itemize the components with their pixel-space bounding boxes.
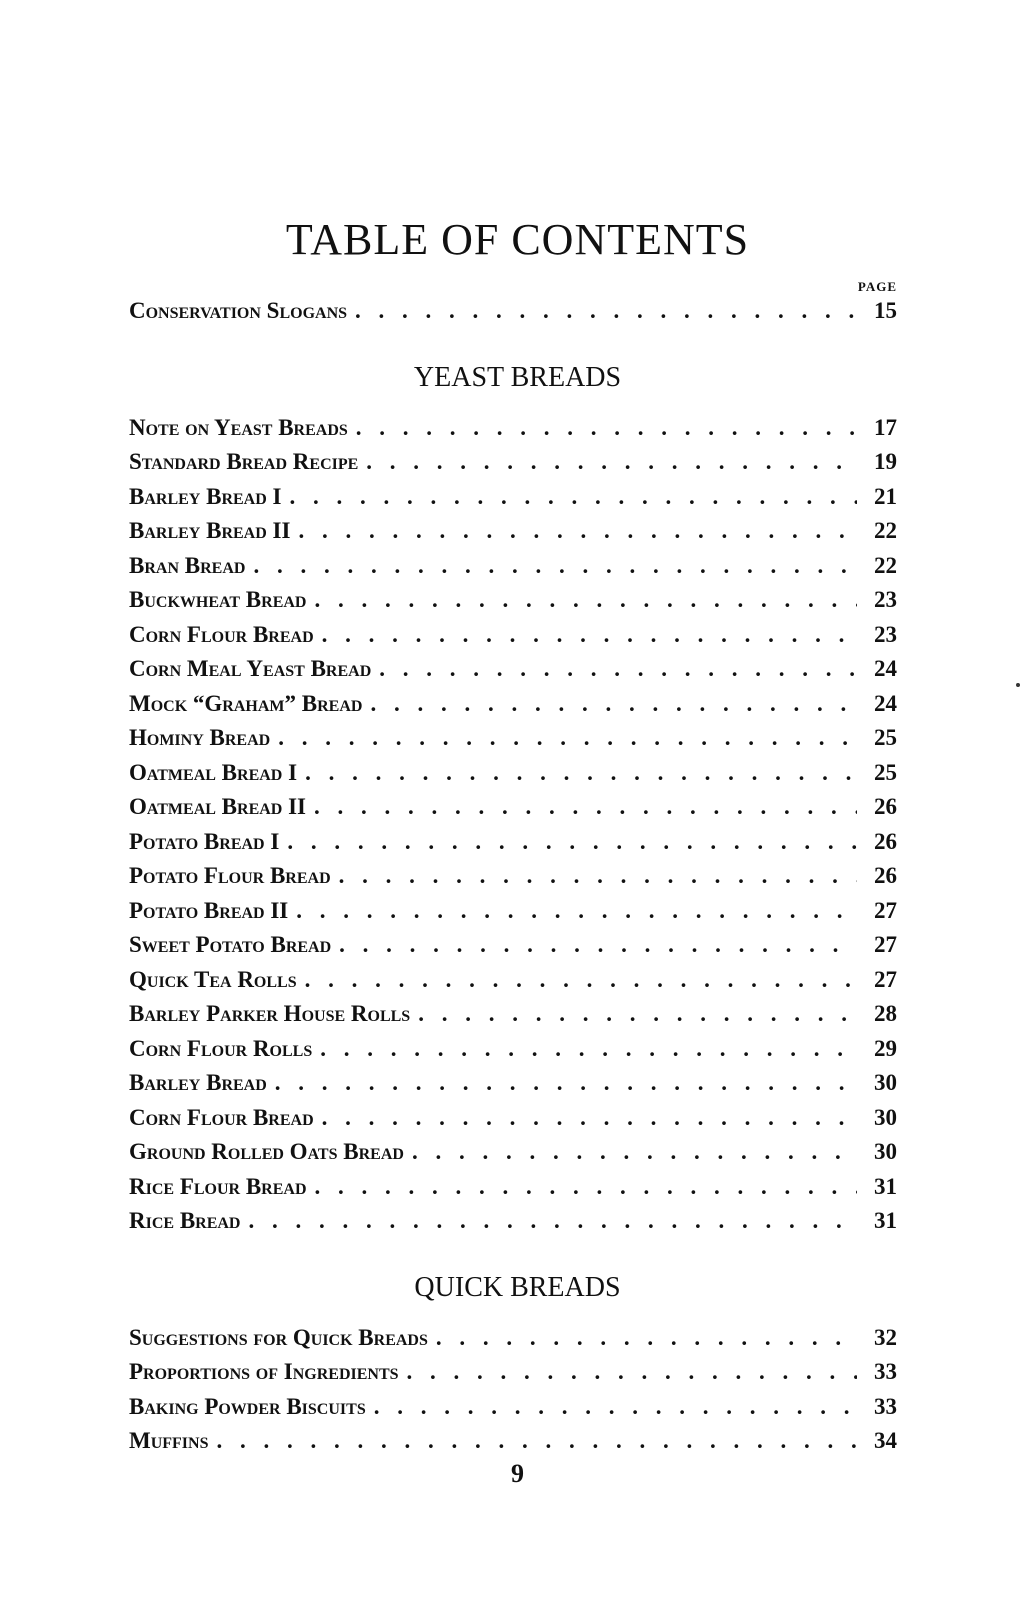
toc-entry-page: 31 (874, 1208, 897, 1233)
toc-entry-title: Muffins (129, 1428, 209, 1453)
toc-entry (129, 618, 897, 652)
toc-entry (129, 480, 897, 514)
dot-leader (288, 894, 857, 928)
toc-entry-title: Standard Bread Recipe (129, 449, 359, 474)
toc-entry (129, 1390, 897, 1424)
toc-entry-page: 25 (874, 725, 897, 750)
toc-entry (129, 294, 897, 328)
dot-leader (267, 1066, 857, 1100)
toc-entry-page: 27 (874, 898, 897, 923)
dot-leader (314, 618, 857, 652)
toc-entry-title: Bran Bread (129, 553, 246, 578)
toc-entry (129, 1066, 897, 1100)
page-column-label: PAGE (857, 279, 897, 294)
toc-entry-page: 24 (874, 656, 897, 681)
toc-entry (129, 756, 897, 790)
toc-entry-page: 33 (874, 1359, 897, 1384)
toc-entry-title: Hominy Bread (129, 725, 271, 750)
print-speck (1016, 683, 1020, 687)
toc-entry (129, 1101, 897, 1135)
toc-entry-page: 22 (874, 553, 897, 578)
toc-entry-title: Rice Flour Bread (129, 1174, 307, 1199)
dot-leader (331, 859, 857, 893)
toc-entry-title: Corn Flour Rolls (129, 1036, 313, 1061)
toc-entry (129, 1321, 897, 1355)
dot-leader (358, 445, 857, 479)
dot-leader (209, 1424, 858, 1458)
toc-entry-title: Oatmeal Bread I (129, 760, 298, 785)
dot-leader (290, 514, 857, 548)
dot-leader (366, 1390, 857, 1424)
toc-entry-page: 26 (874, 829, 897, 854)
dot-leader (279, 825, 857, 859)
toc-entry-page: 27 (874, 932, 897, 957)
toc-entry (129, 549, 897, 583)
dot-leader (297, 756, 857, 790)
dot-leader (331, 928, 857, 962)
toc-entry (129, 928, 897, 962)
dot-leader (404, 1135, 857, 1169)
toc-entry-title: Conservation Slogans (129, 298, 348, 323)
toc-entry (129, 1170, 897, 1204)
toc-entry-page: 30 (874, 1105, 897, 1130)
toc-entry (129, 825, 897, 859)
page-title: TABLE OF CONTENTS (285, 215, 750, 264)
toc-entry-title: Potato Bread I (129, 829, 280, 854)
toc-entry-page: 32 (874, 1325, 897, 1350)
toc-entry-title: Potato Bread II (129, 898, 289, 923)
toc-entry-title: Sweet Potato Bread (129, 932, 332, 957)
toc-entry-title: Barley Bread (129, 1070, 267, 1095)
toc-entry-title: Potato Flour Bread (129, 863, 331, 888)
dot-leader (297, 963, 857, 997)
toc-entry-page: 33 (874, 1394, 897, 1419)
toc-entry (129, 411, 897, 445)
toc-entry-title: Corn Flour Bread (129, 1105, 314, 1130)
toc-entry (129, 1032, 897, 1066)
page-number: 9 (511, 1459, 524, 1488)
toc-entry (129, 1424, 897, 1458)
toc-entry (129, 583, 897, 617)
dot-leader (306, 583, 857, 617)
toc-entry-title: Barley Bread I (129, 484, 282, 509)
toc-entry-page: 30 (874, 1070, 897, 1095)
dot-leader (281, 480, 857, 514)
toc-entry (129, 997, 897, 1031)
toc-entry (129, 514, 897, 548)
toc-entry-page: 19 (874, 449, 897, 474)
toc-entry-title: Proportions of Ingredients (129, 1359, 399, 1384)
toc-entry-page: 23 (874, 587, 897, 612)
toc-entry-title: Baking Powder Biscuits (129, 1394, 366, 1419)
toc-entry-title: Note on Yeast Breads (129, 415, 348, 440)
toc-entry (129, 894, 897, 928)
toc-entry (129, 963, 897, 997)
toc-entry (129, 859, 897, 893)
toc-entry-title: Corn Flour Bread (129, 622, 314, 647)
toc-entry-page: 29 (874, 1036, 897, 1061)
toc-entry (129, 652, 897, 686)
toc-entry (129, 687, 897, 721)
toc-entry-page: 27 (874, 967, 897, 992)
dot-leader (245, 549, 857, 583)
dot-leader (348, 411, 857, 445)
toc-entry-page: 26 (874, 794, 897, 819)
dot-leader (307, 1170, 857, 1204)
dot-leader (428, 1321, 857, 1355)
toc-entry-title: Oatmeal Bread II (129, 794, 307, 819)
toc-entry-page: 28 (874, 1001, 897, 1026)
toc-entry-title: Quick Tea Rolls (129, 967, 297, 992)
toc-entry-title: Suggestions for Quick Breads (129, 1325, 428, 1350)
dot-leader (312, 1032, 857, 1066)
toc-entry-page: 23 (874, 622, 897, 647)
toc-entry-page: 17 (874, 415, 897, 440)
toc-entry-page: 26 (874, 863, 897, 888)
toc-entry (129, 1135, 897, 1169)
toc-entry (129, 1355, 897, 1389)
toc-entry-title: Rice Bread (129, 1208, 241, 1233)
toc-entry (129, 1204, 897, 1238)
section-heading-quick-breads: QUICK BREADS (414, 1272, 621, 1303)
toc-entry (129, 445, 897, 479)
dot-leader (241, 1204, 858, 1238)
toc-entry (129, 790, 897, 824)
toc-entry-page: 25 (874, 760, 897, 785)
dot-leader (410, 997, 857, 1031)
toc-entry-page: 24 (874, 691, 897, 716)
toc-entry-page: 21 (874, 484, 897, 509)
toc-entry-page: 15 (874, 298, 897, 323)
dot-leader (347, 294, 857, 328)
dot-leader (306, 790, 857, 824)
toc-entry-page: 22 (874, 518, 897, 543)
toc-entry (129, 721, 897, 755)
toc-entry-title: Mock “Graham” Bread (129, 691, 363, 716)
dot-leader (371, 652, 857, 686)
dot-leader (362, 687, 857, 721)
toc-entry-title: Barley Bread II (129, 518, 291, 543)
toc-entry-title: Barley Parker House Rolls (129, 1001, 411, 1026)
dot-leader (314, 1101, 857, 1135)
toc-entry-page: 34 (874, 1428, 897, 1453)
toc-entry-title: Corn Meal Yeast Bread (129, 656, 372, 681)
toc-entry-page: 30 (874, 1139, 897, 1164)
toc-entry-page: 31 (874, 1174, 897, 1199)
toc-entry-title: Ground Rolled Oats Bread (129, 1139, 404, 1164)
dot-leader (399, 1355, 857, 1389)
section-heading-yeast-breads: YEAST BREADS (413, 362, 622, 393)
toc-entry-title: Buckwheat Bread (129, 587, 307, 612)
dot-leader (270, 721, 857, 755)
